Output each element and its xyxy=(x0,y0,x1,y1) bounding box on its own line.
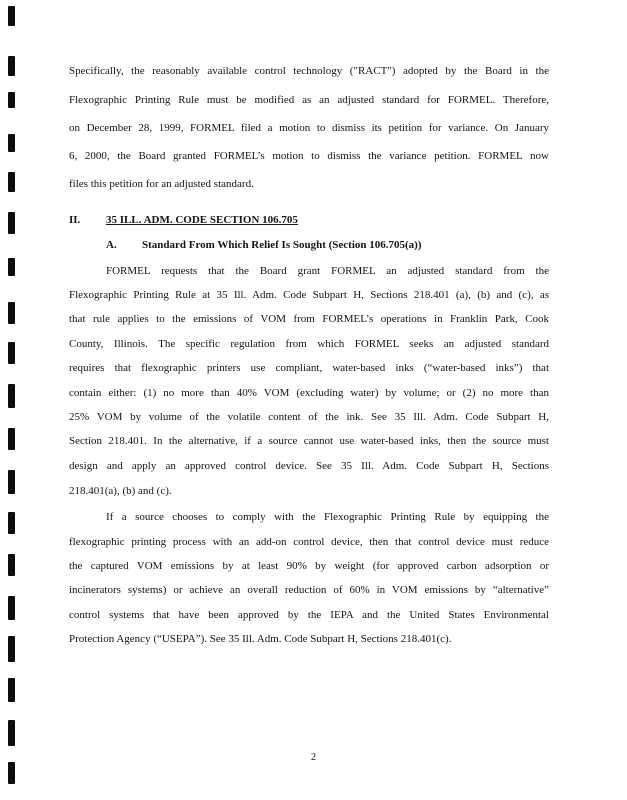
binder-mark xyxy=(8,720,15,746)
binder-mark xyxy=(8,6,15,26)
text-line: files this petition for an adjusted standard. xyxy=(69,178,254,190)
binder-mark xyxy=(8,212,15,234)
text-line: the captured VOM emissions by at least 90% by weight (for approved carbon adsorption or xyxy=(69,560,549,572)
text-line: 218.401(a), (b) and (c). xyxy=(69,485,172,497)
text-line: incinerators systems) or achieve an overall reduction of 60% in VOM emissions by “alternative” xyxy=(69,584,549,596)
binder-mark xyxy=(8,428,15,450)
binder-mark xyxy=(8,636,15,662)
text-line: on December 28, 1999, FORMEL filed a motion to dismiss its petition for variance. On January xyxy=(69,122,549,134)
text-line: flexographic printing process with an add-on control device, then that control device must reduce xyxy=(69,536,549,548)
text-line: If a source chooses to comply with the Flexographic Printing Rule by equipping the xyxy=(106,511,549,523)
text-line: design and apply an approved control device. See 35 Ill. Adm. Code Subpart H, Sections xyxy=(69,460,549,472)
text-line: County, Illinois. The specific regulation from which FORMEL seeks an adjusted standard xyxy=(69,338,549,350)
binder-mark xyxy=(8,470,15,494)
text-line: Specifically, the reasonably available control technology ("RACT") adopted by the Board in the xyxy=(69,65,549,77)
section-number: II. xyxy=(69,214,81,226)
binder-mark xyxy=(8,302,15,324)
text-line: Flexographic Printing Rule at 35 Ill. Adm. Code Subpart H, Sections 218.401 (a), (b) and (c), as xyxy=(69,289,549,301)
text-line: Flexographic Printing Rule must be modified as an adjusted standard for FORMEL. Therefore, xyxy=(69,94,549,106)
binder-mark xyxy=(8,384,15,408)
binder-mark xyxy=(8,92,15,108)
binder-mark xyxy=(8,56,15,76)
binder-mark xyxy=(8,134,15,152)
text-line: Protection Agency (“USEPA”). See 35 Ill. Adm. Code Subpart H, Sections 218.401(c). xyxy=(69,633,452,645)
binder-mark xyxy=(8,678,15,702)
text-line: 25% VOM by volume of the volatile content of the ink. See 35 Ill. Adm. Code Subpart H, xyxy=(69,411,549,423)
binder-mark xyxy=(8,258,15,276)
binder-mark xyxy=(8,762,15,784)
binder-mark xyxy=(8,596,15,620)
subsection-title: Standard From Which Relief Is Sought (Section 106.705(a)) xyxy=(142,239,422,251)
text-line: control systems that have been approved by the IEPA and the United States Environmental xyxy=(69,609,549,621)
binder-mark xyxy=(8,554,15,576)
text-line: that rule applies to the emissions of VOM from FORMEL’s operations in Franklin Park, Cook xyxy=(69,313,549,325)
text-line: 6, 2000, the Board granted FORMEL’s motion to dismiss the variance petition. FORMEL now xyxy=(69,150,549,162)
text-line: FORMEL requests that the Board grant FORMEL an adjusted standard from the xyxy=(106,265,549,277)
page-number: 2 xyxy=(311,752,316,763)
text-line: contain either: (1) no more than 40% VOM (excluding water) by volume; or (2) no more than xyxy=(69,387,549,399)
binder-mark xyxy=(8,172,15,192)
section-title: 35 ILL. ADM. CODE SECTION 106.705 xyxy=(106,214,298,226)
text-line: requires that flexographic printers use compliant, water-based inks (“water-based inks”) that xyxy=(69,362,549,374)
binder-mark xyxy=(8,342,15,364)
text-line: Section 218.401. In the alternative, if a source cannot use water-based inks, then the source must xyxy=(69,435,549,447)
subsection-letter: A. xyxy=(106,239,117,251)
binder-mark xyxy=(8,512,15,534)
